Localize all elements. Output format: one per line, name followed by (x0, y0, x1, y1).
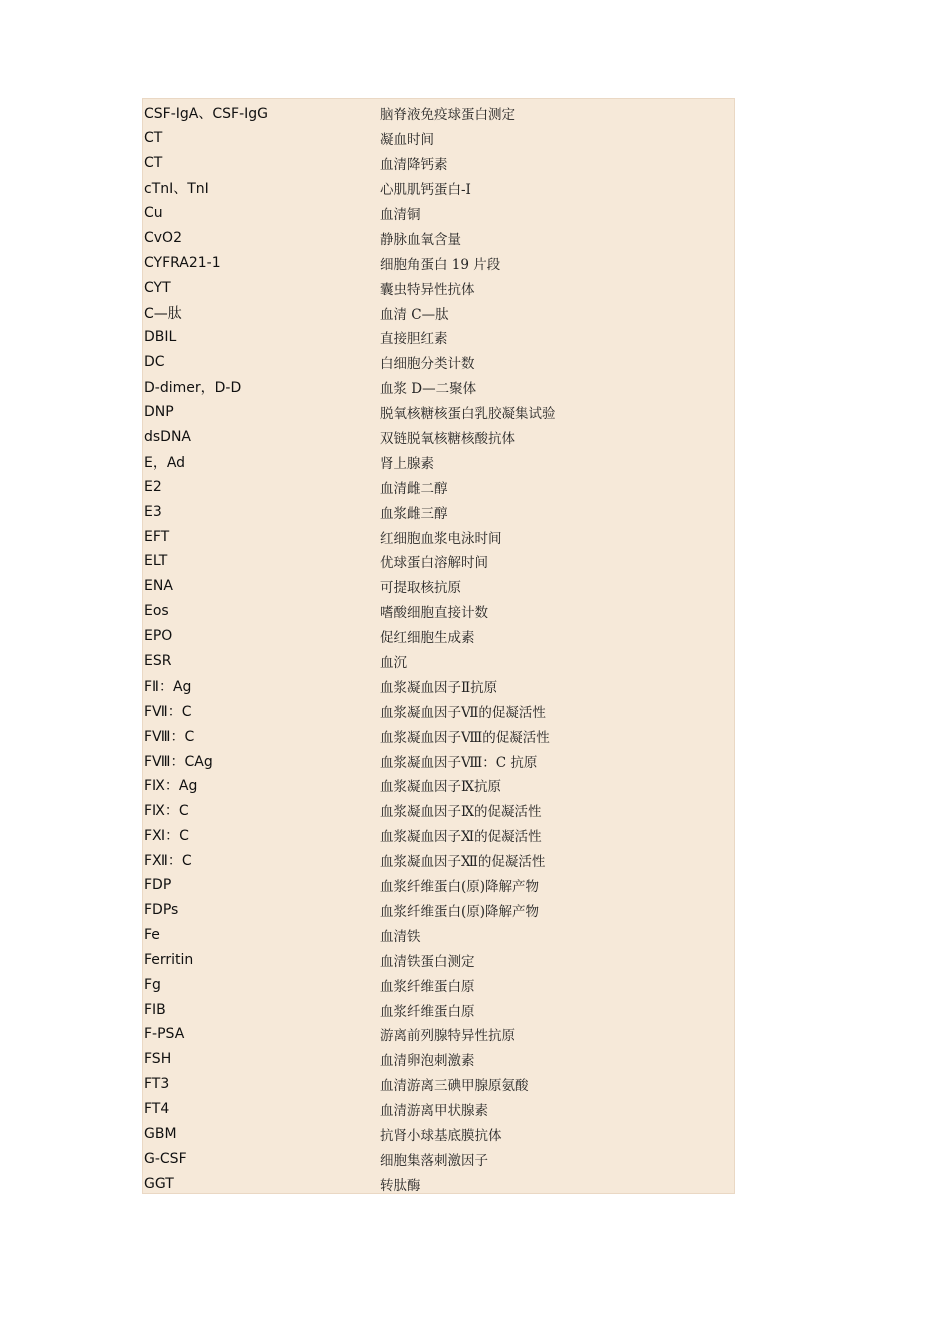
table-row (143, 972, 734, 997)
abbreviation-cell: FⅪ：C (144, 828, 189, 845)
abbreviation-cell: FDP (144, 877, 172, 894)
meaning-cell: 囊虫特异性抗体 (380, 281, 475, 298)
table-row (143, 350, 734, 375)
table-row (143, 798, 734, 823)
table-row (143, 151, 734, 176)
meaning-cell: 血浆凝血因子Ⅶ的促凝活性 (380, 704, 546, 721)
table-row (143, 947, 734, 972)
table-row (143, 474, 734, 499)
table-row (143, 1146, 734, 1171)
table-row (143, 250, 734, 275)
table-row (143, 425, 734, 450)
meaning-cell: 血浆 D—二聚体 (380, 381, 477, 398)
meaning-cell: 细胞集落刺激因子 (380, 1152, 488, 1169)
table-row (143, 848, 734, 873)
table-row (143, 773, 734, 798)
meaning-cell: 游离前列腺特异性抗原 (380, 1028, 515, 1045)
meaning-cell: 血浆雌三醇 (380, 505, 448, 522)
abbreviation-cell: GGT (144, 1175, 174, 1192)
meaning-cell: 血清 C—肽 (380, 306, 449, 323)
table-row (143, 673, 734, 698)
table-row (143, 375, 734, 400)
abbreviation-cell: D-dimer，D-D (144, 380, 242, 397)
meaning-cell: 血清降钙素 (380, 157, 448, 174)
meaning-cell: 红细胞血浆电泳时间 (380, 530, 502, 547)
abbreviation-cell: FⅨ：Ag (144, 778, 198, 795)
meaning-cell: 血清游离甲状腺素 (380, 1103, 488, 1120)
table-row (143, 748, 734, 773)
meaning-cell: 嗜酸细胞直接计数 (380, 605, 488, 622)
table-row (143, 300, 734, 325)
meaning-cell: 血浆凝血因子Ⅸ抗原 (380, 779, 502, 796)
table-row (143, 1047, 734, 1072)
abbreviation-cell: F-PSA (144, 1026, 185, 1043)
table-row (143, 549, 734, 574)
abbreviation-cell: Fe (144, 926, 160, 943)
abbreviation-cell: FⅫ：C (144, 853, 192, 870)
abbreviation-cell: Eos (144, 603, 169, 620)
meaning-cell: 脱氧核糖核蛋白乳胶凝集试验 (380, 406, 556, 423)
table-row (143, 1171, 734, 1196)
table-row (143, 898, 734, 923)
table-row (143, 997, 734, 1022)
abbreviation-cell: CT (144, 155, 163, 172)
abbreviation-cell: CYFRA21-1 (144, 254, 221, 271)
table-row (143, 723, 734, 748)
abbreviation-cell: cTnI、TnI (144, 181, 209, 198)
abbreviation-cell: CYT (144, 279, 171, 296)
meaning-cell: 抗肾小球基底膜抗体 (380, 1127, 502, 1144)
meaning-cell: 血清铁蛋白测定 (380, 953, 475, 970)
meaning-cell: 血浆凝血因子Ⅷ的促凝活性 (380, 729, 550, 746)
table-row (143, 449, 734, 474)
abbreviation-cell: FⅧ：CAg (144, 753, 213, 770)
meaning-cell: 血清雌二醇 (380, 480, 448, 497)
abbreviation-cell: DNP (144, 404, 174, 421)
table-row (143, 101, 734, 126)
abbreviation-cell: EPO (144, 628, 173, 645)
abbreviation-cell: E3 (144, 503, 162, 520)
abbreviation-cell: C—肽 (144, 305, 182, 322)
abbreviation-cell: Fg (144, 976, 161, 993)
abbreviation-cell: E2 (144, 478, 162, 495)
meaning-cell: 细胞角蛋白 19 片段 (380, 256, 501, 273)
table-row (143, 599, 734, 624)
table-row (143, 176, 734, 201)
table-row (143, 499, 734, 524)
abbreviation-cell: G-CSF (144, 1150, 187, 1167)
table-row (143, 1122, 734, 1147)
meaning-cell: 白细胞分类计数 (380, 356, 475, 373)
meaning-cell: 凝血时间 (380, 132, 434, 149)
table-row (143, 1072, 734, 1097)
abbreviation-cell: CvO2 (144, 229, 182, 246)
abbreviation-cell: FIB (144, 1001, 166, 1018)
meaning-cell: 血清铜 (380, 207, 421, 223)
abbreviation-cell: ELT (144, 553, 168, 570)
abbreviation-cell: FSH (144, 1051, 172, 1068)
table-row (143, 624, 734, 649)
table-row (143, 873, 734, 898)
abbreviation-cell: CSF-IgA、CSF-IgG (144, 106, 268, 123)
abbreviation-cell: FT4 (144, 1101, 170, 1118)
meaning-cell: 血浆凝血因子Ⅸ的促凝活性 (380, 804, 542, 821)
meaning-cell: 双链脱氧核糖核酸抗体 (380, 431, 515, 448)
table-row (143, 325, 734, 350)
abbreviation-cell: FⅦ：C (144, 703, 192, 720)
abbreviation-cell: ESR (144, 653, 172, 670)
meaning-cell: 血浆凝血因子Ⅷ：C 抗原 (380, 754, 538, 771)
abbreviation-cell: dsDNA (144, 429, 192, 446)
meaning-cell: 转肽酶 (380, 1177, 421, 1194)
abbreviation-cell: CT (144, 130, 163, 147)
meaning-cell: 可提取核抗原 (380, 580, 461, 597)
meaning-cell: 肾上腺素 (380, 455, 434, 472)
abbreviation-cell: ENA (144, 578, 173, 595)
table-row (143, 400, 734, 425)
table-row (143, 922, 734, 947)
meaning-cell: 促红细胞生成素 (380, 630, 475, 647)
meaning-cell: 血浆纤维蛋白(原)降解产物 (380, 903, 540, 920)
meaning-cell: 优球蛋白溶解时间 (380, 555, 488, 572)
abbreviation-cell: FⅧ：C (144, 728, 195, 745)
table-row (143, 823, 734, 848)
table-row (143, 275, 734, 300)
meaning-cell: 心肌肌钙蛋白-I (380, 182, 471, 199)
meaning-cell: 血清铁 (380, 928, 421, 945)
meaning-cell: 血浆凝血因子Ⅺ的促凝活性 (380, 829, 542, 846)
meaning-cell: 直接胆红素 (380, 331, 448, 348)
abbreviation-cell: Ferritin (144, 951, 194, 968)
meaning-cell: 静脉血氧含量 (380, 231, 461, 248)
abbreviation-table (142, 98, 735, 1194)
table-row (143, 1022, 734, 1047)
abbreviation-cell: GBM (144, 1125, 177, 1142)
table-row (143, 126, 734, 151)
abbreviation-cell: DBIL (144, 329, 177, 346)
abbreviation-cell: DC (144, 354, 165, 371)
meaning-cell: 血浆凝血因子Ⅻ的促凝活性 (380, 854, 546, 871)
table-row (143, 698, 734, 723)
table-row (143, 201, 734, 226)
meaning-cell: 血清卵泡刺激素 (380, 1053, 475, 1070)
abbreviation-cell: Cu (144, 205, 163, 221)
meaning-cell: 血沉 (380, 655, 407, 672)
meaning-cell: 血清游离三碘甲腺原氨酸 (380, 1078, 529, 1095)
table-row (143, 524, 734, 549)
table-row (143, 649, 734, 674)
abbreviation-cell: FDPs (144, 901, 179, 918)
abbreviation-cell: FⅡ：Ag (144, 678, 192, 695)
abbreviation-cell: EFT (144, 528, 170, 545)
meaning-cell: 血浆凝血因子Ⅱ抗原 (380, 679, 498, 696)
abbreviation-cell: FT3 (144, 1076, 170, 1093)
meaning-cell: 血浆纤维蛋白原 (380, 1003, 475, 1020)
table-row (143, 225, 734, 250)
table-row (143, 574, 734, 599)
table-body (143, 99, 734, 1196)
table-row (143, 1097, 734, 1122)
meaning-cell: 血浆纤维蛋白原 (380, 978, 475, 995)
meaning-cell: 脑脊液免疫球蛋白测定 (380, 107, 515, 124)
meaning-cell: 血浆纤维蛋白(原)降解产物 (380, 879, 540, 896)
abbreviation-cell: E，Ad (144, 454, 186, 471)
abbreviation-cell: FⅨ：C (144, 803, 189, 820)
